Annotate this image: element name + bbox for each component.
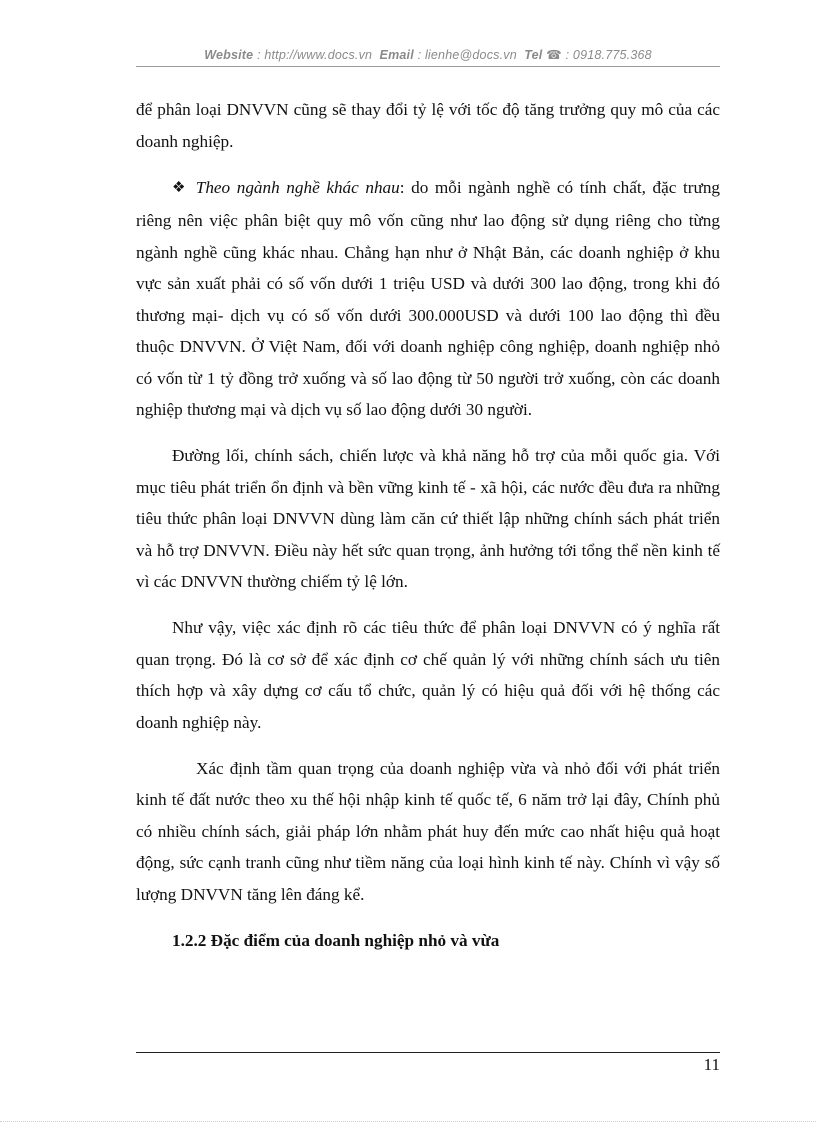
paragraph-3: Đường lối, chính sách, chiến lược và khả năng hỗ trợ của mỗi quốc gia. Với mục tiêu phát triển ổn định và bền vững kinh tế - xã hội, các nước đều đưa ra những tiêu thức phân loại DNVVN dùng làm căn cứ thiết lập những chính sách phát triển và hỗ trợ DNVVN. Điều này hết sức quan trọng, ảnh hưởng tới tổng thể nền kinh tế vì các DNVVN thường chiếm tỷ lệ lớn.: [136, 446, 720, 591]
footer-divider: [136, 1052, 720, 1053]
diamond-bullet-icon: ❖: [172, 179, 188, 196]
email-label: Email: [379, 48, 414, 62]
email-address: : lienhe@docs.vn: [417, 48, 517, 62]
website-label: Website: [204, 48, 254, 62]
page-header: [136, 47, 720, 62]
paragraph-1: để phân loại DNVVN cũng sẽ thay đổi tỷ lệ với tốc độ tăng trưởng quy mô của các doanh nghiệp.: [136, 100, 720, 151]
header-divider: [136, 66, 720, 67]
paragraph-2-lead: Theo ngành nghề khác nhau: [195, 177, 400, 197]
paragraph-2: [136, 172, 720, 426]
tel-number: ☎ : 0918.775.368: [546, 48, 652, 62]
paragraph-4: Như vậy, việc xác định rõ các tiêu thức để phân loại DNVVN có ý nghĩa rất quan trọng. Đó là cơ sở để xác định cơ chế quản lý với những chính sách ưu tiên thích hợp và xây dựng cơ cấu tổ chức, quản lý có hiệu quả đối với hệ thống các doanh nghiệp này.: [136, 618, 720, 732]
tel-label: Tel: [524, 48, 543, 62]
section-heading: 1.2.2 Đặc điểm của doanh nghiệp nhỏ và vừa: [172, 930, 500, 950]
paragraph-5: Xác định tầm quan trọng của doanh nghiệp vừa và nhỏ đối với phát triển kinh tế đất nước theo xu thế hội nhập kinh tế quốc tế, 6 năm trở lại đây, Chính phủ có nhiều chính sách, giải pháp lớn nhằm phát huy đến mức cao nhất hiệu quả hoạt động, sức cạnh tranh cũng như tiềm năng của loại hình kinh tế này. Chính vì vậy số lượng DNVVN tăng lên đáng kể.: [136, 758, 720, 904]
website-url: : http://www.docs.vn: [257, 48, 373, 62]
page-bottom-edge: [0, 1121, 816, 1122]
paragraph-2-text: : do mỗi ngành nghề có tính chất, đặc trưng riêng nên việc phân biệt quy mô vốn cũng như lao động sử dụng riêng cho từng ngành nghề cũng khác nhau. Chẳng hạn như ở Nhật Bản, các doanh nghiệp ở khu vực sản xuất phải có số vốn dưới 1 triệu USD và dưới 300 lao động, trong khi đó thương mại- dịch vụ có số vốn dưới 300.000USD và dưới 100 lao động thì đều thuộc DNVVN. Ở Việt Nam, đối với doanh nghiệp công nghiệp, doanh nghiệp nhỏ có vốn từ 1 tỷ đồng trở xuống và số lao động từ 50 người trở xuống, còn các doanh nghiệp thương mại và dịch vụ số lao động dưới 30 người.: [136, 177, 721, 419]
page-body: [136, 94, 720, 956]
page-number: 11: [703, 1055, 720, 1074]
